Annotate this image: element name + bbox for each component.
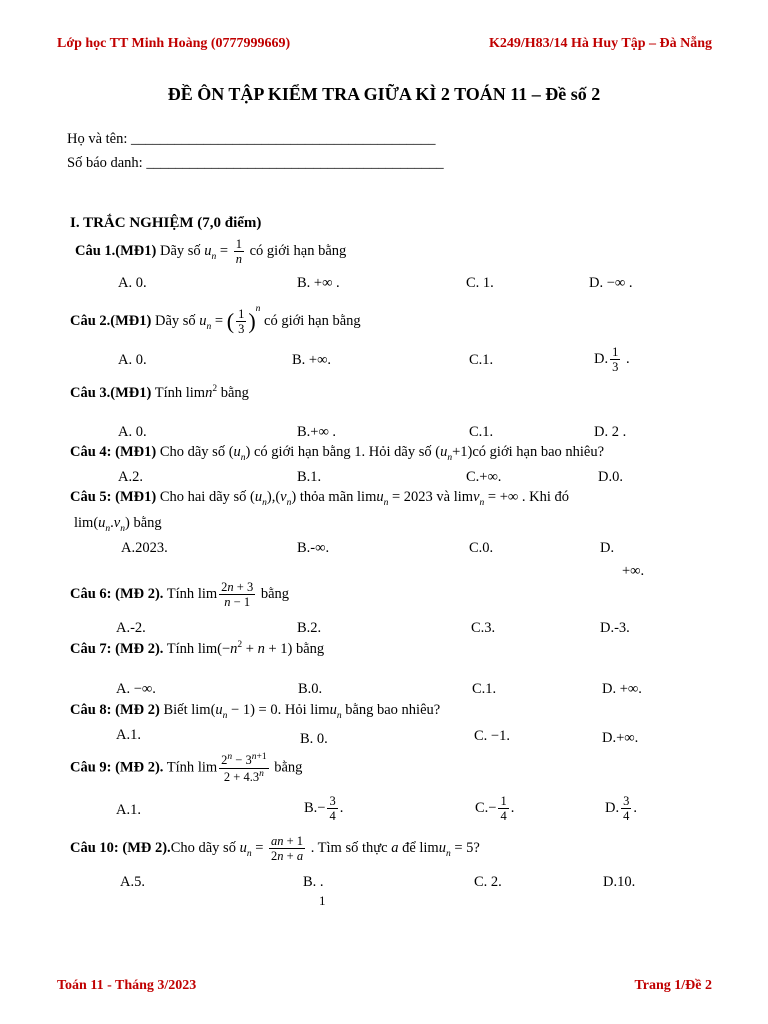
answer-d: D.-3. bbox=[600, 620, 630, 636]
formula: $\lim(-n^2 + n + 1)$ bbox=[197, 640, 293, 657]
section-heading: I. TRẮC NGHIỆM (7,0 điểm) bbox=[70, 215, 262, 231]
header-left: Lớp học TT Minh Hoàng (0777999669) bbox=[57, 36, 291, 51]
answer-b: B. +∞. bbox=[292, 352, 332, 368]
formula: limn$^2$ bbox=[185, 384, 218, 401]
question-label: Câu 7: (MĐ 2). bbox=[70, 640, 164, 657]
question-text: bằng bbox=[217, 384, 249, 401]
header-right: K249/H83/14 Hà Huy Tập – Đà Nẵng bbox=[488, 36, 712, 51]
name-line: __________________________________________ bbox=[131, 131, 436, 147]
question-1: Câu 1.(MĐ1) Dãy số $u_n$ = $\frac{1}{n}$ có giới hạn bằng bbox=[75, 237, 347, 267]
answer-a: A. −∞. bbox=[116, 681, 156, 697]
question-text: bằng bbox=[292, 640, 325, 657]
formula: $u_n$ bbox=[239, 840, 252, 860]
question-5-line2 bbox=[74, 515, 162, 534]
answer-c: C. 1. bbox=[466, 275, 494, 291]
answer-b: B.+∞ . bbox=[297, 424, 337, 440]
answer-b: B.-∞. bbox=[297, 540, 330, 556]
question-text: có giới hạn bao nhiêu? bbox=[472, 444, 605, 460]
formula: $\lim(u_n.v_n)$ bbox=[74, 515, 130, 534]
fraction: $\frac{2n + 3}{n - 1}$ bbox=[221, 580, 254, 610]
answer-c: C. 2. bbox=[474, 874, 502, 890]
formula: $\lim(u_n - 1) = 0$ bbox=[191, 702, 278, 721]
question-text: thỏa mãn bbox=[296, 489, 358, 505]
question-7 bbox=[70, 640, 324, 658]
answer-d: D. $\frac{3}{4}$ . bbox=[605, 794, 637, 824]
page-number: 1 bbox=[319, 893, 326, 908]
id-field bbox=[67, 155, 444, 172]
fraction: $\frac{1}{3}$ bbox=[238, 306, 245, 337]
answer-a: A. 0. bbox=[118, 424, 147, 440]
question-text: bằng bao nhiêu? bbox=[341, 702, 441, 718]
formula: limv$_n$ = +∞ bbox=[453, 489, 519, 508]
formula: $u_n$ bbox=[199, 313, 212, 332]
question-text: Tính bbox=[163, 640, 198, 657]
question-label: Câu 10: (MĐ 2). bbox=[70, 840, 171, 857]
question-text: . Khi đó bbox=[518, 489, 569, 505]
question-text: bằng bbox=[270, 759, 303, 776]
footer-right: Trang 1/Đề 2 bbox=[634, 978, 712, 993]
answer-a: A.2023. bbox=[121, 540, 168, 556]
formula: $(u_n)$ bbox=[228, 444, 251, 463]
question-text: bằng bbox=[129, 515, 162, 531]
answer-d: D. 2 . bbox=[594, 424, 627, 440]
question-10: Câu 10: (MĐ 2).Cho dãy số $u_n$ = $\frac{an + 1}{2n + a}$ . Tìm số thực a để limu$_n$ = 5? bbox=[70, 834, 480, 864]
answer-b: B.0. bbox=[298, 681, 323, 697]
answer-d: D.10. bbox=[603, 874, 636, 890]
question-text: Tính bbox=[163, 759, 198, 776]
fraction: $\frac{2^n - 3^{n+1}}{2 + 4.3^n}$ bbox=[221, 752, 267, 784]
question-5 bbox=[70, 489, 569, 508]
name-field bbox=[67, 131, 436, 148]
answer-c: C.3. bbox=[471, 620, 496, 636]
formula: limu$_n$ = 5 bbox=[419, 840, 474, 860]
question-text: và bbox=[432, 489, 454, 505]
question-text: ? bbox=[473, 840, 480, 857]
answer-d: D. −∞ . bbox=[589, 275, 633, 291]
answer-b: B.2. bbox=[297, 620, 322, 636]
question-text: Cho dãy số bbox=[170, 840, 240, 857]
question-text: Cho dãy số bbox=[156, 444, 229, 460]
question-9: Câu 9: (MĐ 2). Tính lim $\frac{2^n - 3^{n+1}}{2 + 4.3^n}$ bằng bbox=[70, 752, 303, 784]
answer-d: D. +∞. bbox=[602, 681, 642, 697]
question-label: Câu 9: (MĐ 2). bbox=[70, 759, 164, 776]
id-line: _________________________________________ bbox=[146, 155, 444, 171]
question-label: Câu 5: (MĐ1) bbox=[70, 489, 157, 505]
answer-d: D. $\frac{1}{3}$ . bbox=[594, 345, 630, 375]
formula: $u_n$ bbox=[204, 243, 217, 263]
formula: limu$_n$ = 2023 bbox=[357, 489, 433, 508]
question-text: có giới hạn bằng bbox=[260, 313, 361, 329]
question-6: Câu 6: (MĐ 2). Tính lim $\frac{2n + 3}{n - 1}$ bằng bbox=[70, 580, 290, 610]
answer-c: C.1. bbox=[472, 681, 497, 697]
answer-c: C.0. bbox=[469, 540, 494, 556]
question-text: . Hỏi bbox=[277, 702, 311, 718]
answer-d: D.0. bbox=[598, 469, 623, 485]
formula: $(u_n),(v_n)$ bbox=[250, 489, 297, 508]
answer-c: C.1. bbox=[469, 352, 494, 368]
question-text: Tính bbox=[163, 586, 198, 603]
answer-a: A.1. bbox=[116, 727, 141, 743]
answer-b: B.− $\frac{3}{4}$ . bbox=[304, 794, 344, 824]
answer-c: C. −1. bbox=[474, 728, 510, 744]
answer-c: C.1. bbox=[469, 424, 494, 440]
question-label: Câu 1.(MĐ1) bbox=[75, 243, 157, 260]
formula: a bbox=[391, 840, 399, 857]
question-text: Dãy số bbox=[156, 243, 205, 260]
id-label: Số báo danh: bbox=[67, 155, 147, 171]
question-4 bbox=[70, 444, 604, 463]
answer-b: B. . bbox=[303, 874, 324, 890]
name-label: Họ và tên: bbox=[67, 131, 132, 147]
question-8 bbox=[70, 702, 440, 721]
question-3 bbox=[70, 384, 249, 402]
question-label: Câu 2.(MĐ1) bbox=[70, 313, 152, 329]
answer-d: D.+∞. bbox=[602, 730, 639, 746]
question-text: Dãy số bbox=[151, 313, 200, 329]
answer-a: A. 0. bbox=[118, 352, 147, 368]
question-label: Câu 6: (MĐ 2). bbox=[70, 586, 164, 603]
question-text: . Tìm số thực bbox=[307, 840, 392, 857]
footer-left: Toán 11 - Tháng 3/2023 bbox=[57, 978, 197, 993]
answer-a: A.1. bbox=[116, 802, 141, 818]
answer-a: A.5. bbox=[120, 874, 145, 890]
page-title: ĐỀ ÔN TẬP KIỂM TRA GIỮA KÌ 2 TOÁN 11 – Đề số 2 bbox=[167, 84, 601, 104]
answer-d: D. bbox=[600, 540, 615, 556]
question-text: có giới hạn bằng 1. Hỏi dãy số bbox=[250, 444, 436, 460]
answer-b: B. +∞ . bbox=[297, 275, 340, 291]
question-text: bằng bbox=[257, 586, 290, 603]
fraction: $\frac{1}{n}$ bbox=[235, 237, 242, 267]
fraction: $\frac{an + 1}{2n + a}$ bbox=[271, 834, 304, 864]
question-text: có giới hạn bằng bbox=[245, 243, 347, 260]
formula: limu$_n$ bbox=[310, 702, 342, 721]
question-label: Câu 3.(MĐ1) bbox=[70, 384, 152, 401]
answer-d-value: +∞. bbox=[622, 563, 645, 579]
answer-c: C.− $\frac{1}{4}$ . bbox=[475, 794, 515, 824]
question-text: để bbox=[398, 840, 420, 857]
answer-c: C.+∞. bbox=[466, 469, 502, 485]
answer-a: A. 0. bbox=[118, 275, 147, 291]
question-label: Câu 8: (MĐ 2) bbox=[70, 702, 160, 718]
formula: $(u_n+1)$ bbox=[435, 444, 473, 463]
question-text: Tính bbox=[151, 384, 186, 401]
answer-a: A.2. bbox=[118, 469, 143, 485]
answer-b: B. 0. bbox=[300, 731, 328, 747]
question-text: Cho hai dãy số bbox=[156, 489, 251, 505]
answer-a: A.-2. bbox=[116, 620, 146, 636]
question-label: Câu 4: (MĐ1) bbox=[70, 444, 157, 460]
question-2: Câu 2.(MĐ1) Dãy số $u_n$ = ( $\frac{1}{3}$ )$^n$ có giới hạn bằng bbox=[70, 304, 361, 337]
question-text: Biết bbox=[159, 702, 192, 718]
answer-b: B.1. bbox=[297, 469, 322, 485]
